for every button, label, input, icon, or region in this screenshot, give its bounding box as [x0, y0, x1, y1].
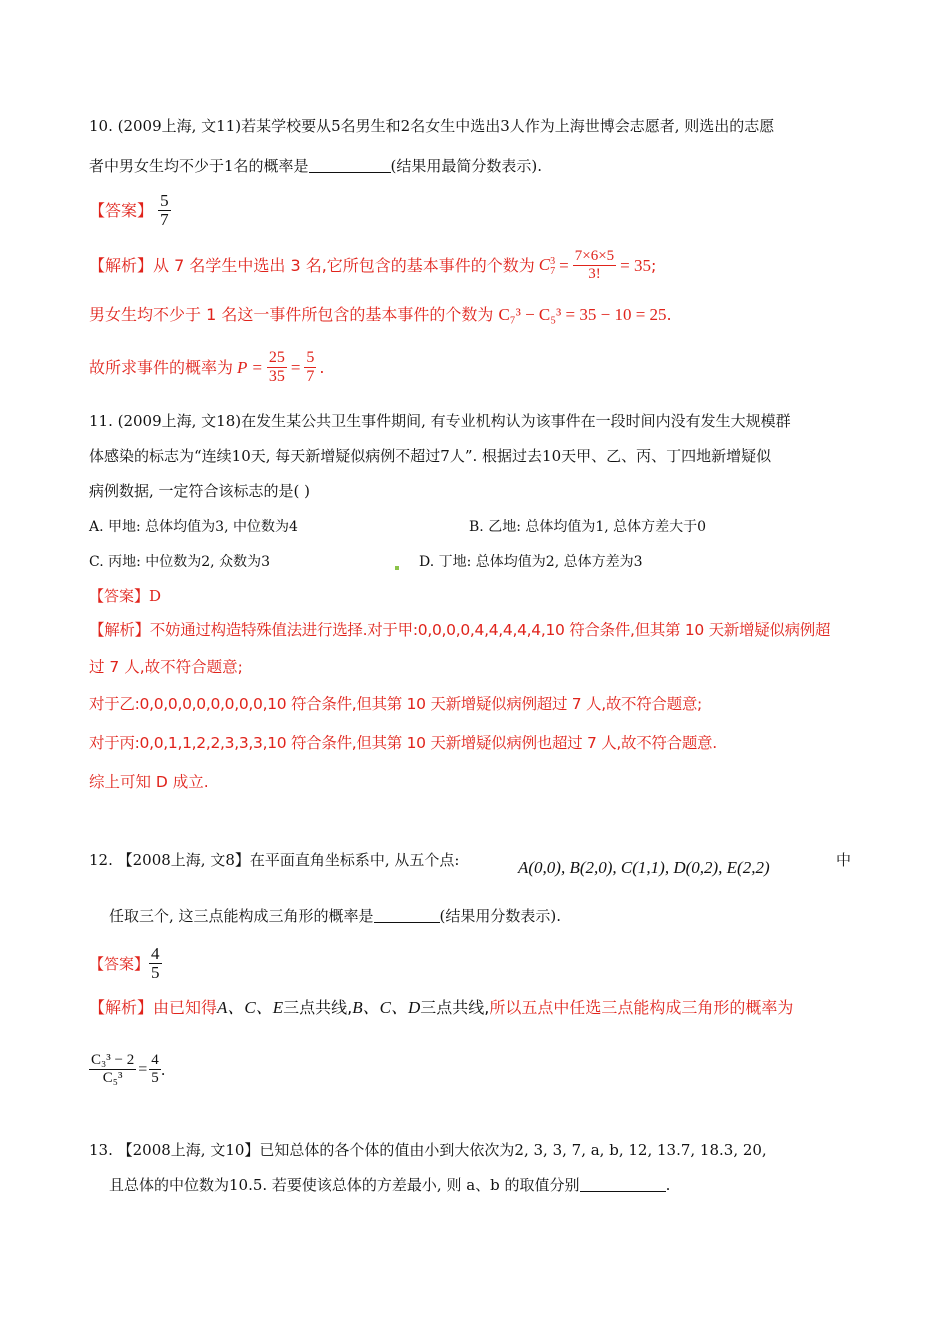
fraction-numerator: 25: [268, 349, 285, 367]
q11-solution-line-3: 对于乙:0,0,0,0,0,0,0,0,0,10 符合条件,但其第 10 天新增疑似病例超过 7 人,故不符合题意;: [89, 695, 702, 713]
fraction-numerator: 4: [151, 944, 160, 964]
q12-collinear-points-2: B、C、D: [352, 998, 421, 1017]
q11-answer: 【答案】D: [89, 587, 162, 605]
q12-solution-end: .: [160, 1061, 166, 1079]
q12-solution-text-3: 三点共线,: [420, 998, 490, 1017]
q11-option-c: C. 丙地: 中位数为2, 众数为3: [89, 554, 270, 570]
q10-line-1: 10. (2009上海, 文11)若某学校要从5名男生和2名女生中选出3人作为上海世博会志愿者, 则选出的志愿: [89, 117, 775, 135]
fraction-denominator: 35: [268, 368, 285, 386]
q10-solution-comb: [539, 255, 555, 276]
q10-stem-text: 者中男女生均不少于1名的概率是: [89, 157, 309, 175]
q13-line-2: [109, 1175, 670, 1195]
q10-solution-text-1: 【解析】从 7 名学生中选出 3 名,它所包含的基本事件的个数为: [89, 256, 535, 275]
q13-stem-text: 且总体的中位数为10.5. 若要使该总体的方差最小, 则 a、b 的取值分别: [109, 1176, 580, 1194]
q10-answer-tag: 【答案】: [89, 200, 154, 220]
q12-solution-line-2: [89, 1046, 166, 1094]
q13-answer-blank: [580, 1191, 666, 1192]
q10-stem-note: (结果用最简分数表示).: [390, 157, 543, 175]
q10-answer-blank: [309, 172, 391, 173]
q12-collinear-points-1: A、C、E: [217, 998, 284, 1017]
q12-stem-text: 任取三个, 这三点能构成三角形的概率是: [109, 907, 374, 925]
q11-solution-line-4: 对于丙:0,0,1,1,2,2,3,3,3,10 符合条件,但其第 10 天新增疑似病例也超过 7 人,故不符合题意.: [89, 734, 717, 752]
q10-answer-fraction: [158, 192, 171, 230]
probability-symbol: P =: [237, 358, 263, 377]
q12-line-1: 12. 【2008上海, 文8】在平面直角坐标系中, 从五个点:: [89, 851, 460, 869]
q10-solution-fraction: [573, 249, 616, 282]
fraction-numerator: 4: [151, 1052, 159, 1069]
q10-answer-denominator: 7: [160, 209, 169, 229]
q10-fraction-a: [267, 350, 287, 385]
q10-answer-numerator: 5: [160, 191, 169, 210]
q10-answer: [89, 192, 171, 236]
q12-stem-note: (结果用分数表示).: [439, 907, 562, 925]
fraction-numerator: C₃³ − 2: [91, 1052, 135, 1069]
q12-solution-text-1: 【解析】由已知得: [89, 998, 218, 1017]
decorative-dot: [395, 566, 399, 570]
q10-solution-end: ;: [651, 256, 657, 275]
q12-answer: [89, 942, 162, 986]
q10-solution-line-3: 故所求事件的概率为 P = $\frac{25}{35}$ = $\frac{5}{7}$ .: [89, 349, 325, 386]
q12-solution-text-4: 所以五点中任选三点能构成三角形的概率为: [489, 998, 794, 1017]
q13-stem-end: .: [665, 1176, 671, 1194]
q11-line-2: 体感染的标志为“连续10天, 每天新增疑似病例不超过7人”. 根据过去10天甲、乙、丙、丁四地新增疑似: [89, 447, 772, 465]
q11-line-3: 病例数据, 一定符合该标志的是( ): [89, 482, 311, 500]
equals-sign: =: [138, 1061, 148, 1078]
fraction-denominator: 5: [151, 963, 160, 983]
q13-line-1: 13. 【2008上海, 文10】已知总体的各个体的值由小到大依次为2, 3, 3, 7, a, b, 12, 13.7, 18.3, 20,: [89, 1141, 767, 1159]
q12-answer-tag: 【答案】: [89, 955, 150, 973]
comb-sup: 3: [550, 255, 556, 267]
q10-line-2: [89, 156, 542, 176]
fraction-numerator: 7×6×5: [574, 248, 615, 265]
q10-solution-end-2: .: [666, 305, 672, 324]
q10-solution-text-2: 男女生均不少于 1 名这一事件所包含的基本事件的个数为: [89, 305, 494, 324]
q10-solution-line-2: [89, 305, 672, 325]
fraction-denominator: 5: [151, 1070, 159, 1087]
comb-symbol: C: [538, 255, 551, 275]
q10-solution-line-1: 【解析】从 7 名学生中选出 3 名,它所包含的基本事件的个数为 C 3 7 = $\frac{7\times 6\times 5}{3!}$ = 35 ;: [89, 248, 657, 283]
q11-solution-line-5: 综上可知 D 成立.: [89, 773, 209, 791]
q12-points: A(0,0), B(2,0), C(1,1), D(0,2), E(2,2): [518, 858, 770, 877]
fraction-denominator: C₅³: [102, 1070, 123, 1087]
q12-solution-fraction: [89, 1053, 136, 1086]
q11-solution-line-1: 【解析】不妨通过构造特殊值法进行选择.对于甲:0,0,0,0,4,4,4,4,4,10 符合条件,但其第 10 天新增疑似病例超: [89, 621, 831, 639]
fraction-denominator: 3!: [588, 266, 601, 283]
q11-option-d: D. 丁地: 总体均值为2, 总体方差为3: [419, 554, 643, 570]
q11-option-b: B. 乙地: 总体均值为1, 总体方差大于0: [469, 519, 707, 535]
q12-line-2: [109, 906, 561, 926]
fraction-numerator: 5: [306, 349, 315, 367]
q10-solution-result: = 35: [620, 256, 651, 275]
q11-solution-line-2: 过 7 人,故不符合题意;: [89, 658, 243, 676]
q12-answer-blank: [374, 922, 440, 923]
q12-solution-text-2: 三点共线,: [283, 998, 353, 1017]
fraction-denominator: 7: [306, 368, 315, 386]
comb-sub: 7: [550, 265, 556, 277]
q10-solution-text-3: 故所求事件的概率为: [89, 358, 234, 377]
q12-line-1-end: 中: [836, 851, 852, 869]
q10-solution-math-2: C₇³ − C₅³ = 35 − 10 = 25: [498, 305, 667, 324]
q10-fraction-b: [304, 350, 316, 385]
q12-result-fraction: [149, 1053, 161, 1086]
q10-solution-end-3: .: [319, 358, 325, 377]
q11-option-a: A. 甲地: 总体均值为3, 中位数为4: [89, 519, 298, 535]
q12-solution-line-1: [89, 998, 793, 1018]
q11-line-1: 11. (2009上海, 文18)在发生某公共卫生事件期间, 有专业机构认为该事件在一段时间内没有发生大规模群: [89, 412, 791, 430]
q12-answer-fraction: [149, 945, 162, 983]
